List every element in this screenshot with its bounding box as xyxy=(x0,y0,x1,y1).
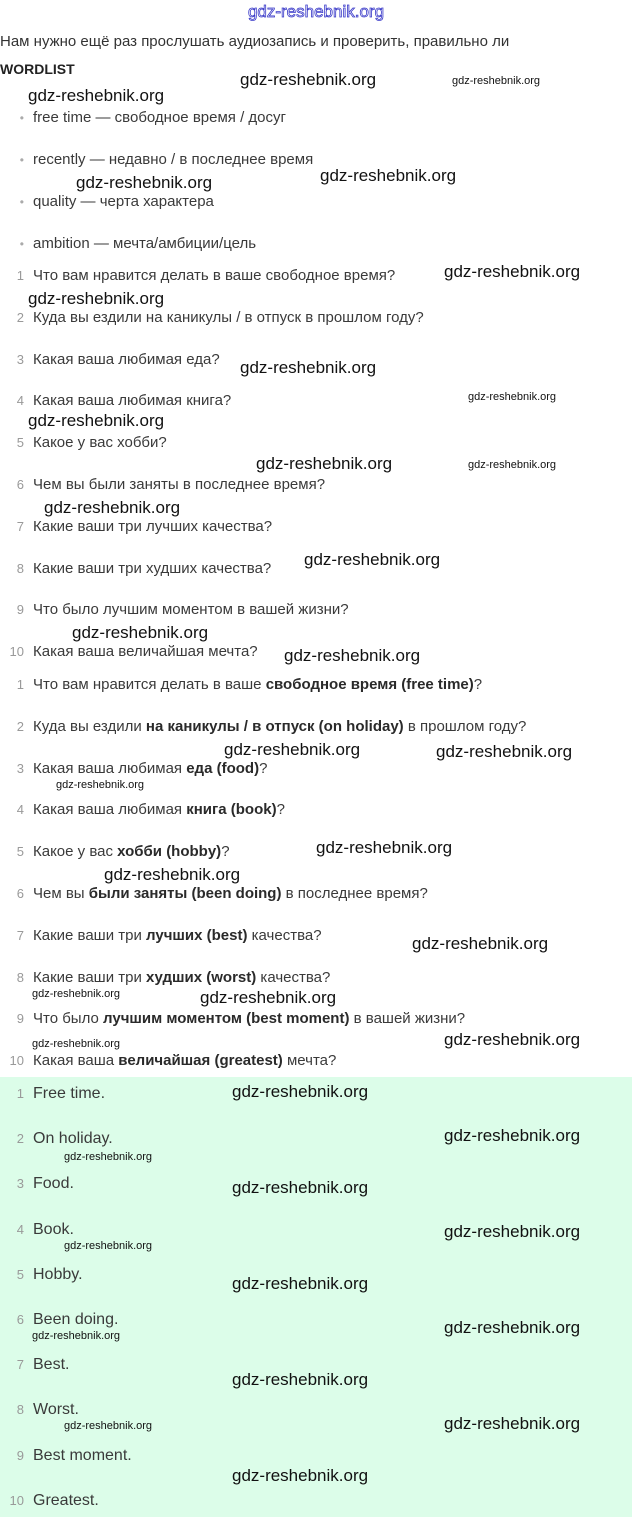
item-number: 6 xyxy=(16,886,24,901)
item-number: 3 xyxy=(16,352,24,367)
highlighted-phrase: лучших (best) xyxy=(146,927,248,944)
item-number: 2 xyxy=(16,1131,24,1146)
item-number: 2 xyxy=(16,310,24,325)
item-number: 2 xyxy=(16,719,24,734)
question-item xyxy=(0,476,325,494)
wordlist-text: free time — свободное время / досуг xyxy=(33,109,286,126)
question-text: ? xyxy=(259,760,268,777)
question-text: качества? xyxy=(247,927,322,944)
question-text: в вашей жизни? xyxy=(349,1010,466,1027)
question-highlighted-item xyxy=(0,1052,336,1070)
question-highlighted-item xyxy=(0,969,330,987)
watermark: gdz-reshebnik.org xyxy=(256,454,393,473)
wordlist-item xyxy=(0,193,214,211)
watermark: gdz-reshebnik.org xyxy=(284,646,421,665)
highlighted-phrase: книга (book) xyxy=(186,801,277,818)
watermark: gdz-reshebnik.org xyxy=(64,1420,153,1432)
watermark: gdz-reshebnik.org xyxy=(444,1126,581,1145)
item-number: 10 xyxy=(9,1053,24,1068)
highlighted-phrase: свободное время (free time) xyxy=(265,676,474,693)
watermark: gdz-reshebnik.org xyxy=(240,358,377,377)
question-item xyxy=(0,560,271,578)
question-text: в прошлом году? xyxy=(403,718,527,735)
bullet-icon: • xyxy=(19,111,24,125)
item-number: 8 xyxy=(16,1402,24,1417)
watermark: gdz-reshebnik.org xyxy=(76,173,213,192)
question-text: Куда вы ездили xyxy=(33,718,146,735)
answer-text: Greatest. xyxy=(33,1492,99,1509)
question-text: Что вам нравится делать в ваше xyxy=(33,676,266,693)
watermark: gdz-reshebnik.org xyxy=(32,1038,121,1050)
question-highlighted-item xyxy=(0,885,428,903)
item-number: 8 xyxy=(16,561,24,576)
question-text: Какая ваша любимая xyxy=(33,801,187,818)
item-number: 6 xyxy=(16,1312,24,1327)
highlighted-phrase: лучшим моментом (best moment) xyxy=(103,1010,350,1027)
intro-text: Нам нужно ещё раз прослушать аудиозапись и проверить, правильно ли xyxy=(0,33,510,50)
item-number: 7 xyxy=(16,928,24,943)
highlighted-phrase: худших (worst) xyxy=(146,969,257,986)
watermark: gdz-reshebnik.org xyxy=(444,1030,581,1049)
question-item xyxy=(0,434,167,452)
item-number: 5 xyxy=(16,435,24,450)
question-item xyxy=(0,392,231,410)
highlighted-phrase: были заняты (been doing) xyxy=(88,885,282,902)
answer-text: Book. xyxy=(33,1221,74,1238)
bullet-icon: • xyxy=(19,153,24,167)
watermark: gdz-reshebnik.org xyxy=(452,75,541,87)
watermark: gdz-reshebnik.org xyxy=(320,166,457,185)
question-text: в последнее время? xyxy=(281,885,428,902)
watermark: gdz-reshebnik.org xyxy=(28,411,165,430)
watermark: gdz-reshebnik.org xyxy=(232,1082,369,1101)
watermark: gdz-reshebnik.org xyxy=(232,1274,369,1293)
highlighted-phrase: хобби (hobby) xyxy=(117,843,222,860)
question-item xyxy=(0,601,349,619)
highlighted-phrase: величайшая (greatest) xyxy=(118,1052,283,1069)
question-item xyxy=(0,267,395,285)
wordlist-text: quality — черта характера xyxy=(33,193,214,210)
answer-text: Been doing. xyxy=(33,1311,119,1328)
answer-text: Food. xyxy=(33,1175,74,1192)
question-text: мечта? xyxy=(282,1052,337,1069)
answer-text: Best. xyxy=(33,1356,70,1373)
answer-text: Best moment. xyxy=(33,1447,132,1464)
wordlist-title: WORDLIST xyxy=(0,61,75,77)
watermark: gdz-reshebnik.org xyxy=(44,498,181,517)
item-number: 1 xyxy=(16,1086,24,1101)
question-text: Чем вы были заняты в последнее время? xyxy=(33,476,326,493)
question-text: Какие ваши три лучших качества? xyxy=(33,518,273,535)
question-item xyxy=(0,643,258,661)
item-number: 9 xyxy=(16,1011,24,1026)
wordlist-text: ambition — мечта/амбиции/цель xyxy=(33,235,257,252)
item-number: 9 xyxy=(16,602,24,617)
question-text: Какая ваша любимая книга? xyxy=(33,392,232,409)
question-text: Куда вы ездили на каникулы / в отпуск в прошлом году? xyxy=(33,309,424,326)
watermark: gdz-reshebnik.org xyxy=(64,1240,153,1252)
watermark: gdz-reshebnik.org xyxy=(232,1178,369,1197)
answer-text: Worst. xyxy=(33,1401,79,1418)
watermark: gdz-reshebnik.org xyxy=(436,742,573,761)
answer-item xyxy=(0,1446,132,1465)
watermark: gdz-reshebnik.org xyxy=(72,623,209,642)
highlighted-phrase: на каникулы / в отпуск (on holiday) xyxy=(145,718,404,735)
watermark: gdz-reshebnik.org xyxy=(232,1370,369,1389)
question-highlighted-item xyxy=(0,1010,465,1028)
question-highlighted-item xyxy=(0,843,230,861)
watermark: gdz-reshebnik.org xyxy=(240,70,377,89)
item-number: 8 xyxy=(16,970,24,985)
item-number: 10 xyxy=(9,644,24,659)
question-item xyxy=(0,351,220,369)
watermark: gdz-reshebnik.org xyxy=(412,934,549,953)
watermark: gdz-reshebnik.org xyxy=(32,1330,121,1342)
watermark: gdz-reshebnik.org xyxy=(64,1151,153,1163)
question-text: Какие ваши три xyxy=(33,969,147,986)
answer-item xyxy=(0,1355,69,1374)
watermark: gdz-reshebnik.org xyxy=(56,779,145,791)
question-highlighted-item xyxy=(0,718,526,736)
watermark: gdz-reshebnik.org xyxy=(32,988,121,1000)
answer-text: Hobby. xyxy=(33,1266,83,1283)
watermark: gdz-reshebnik.org xyxy=(104,865,241,884)
question-text: качества? xyxy=(256,969,331,986)
question-text: Что было xyxy=(33,1010,104,1027)
question-highlighted-item xyxy=(0,927,322,945)
question-text: Какие ваши три xyxy=(33,927,147,944)
watermark: gdz-reshebnik.org xyxy=(224,740,361,759)
question-text: ? xyxy=(276,801,285,818)
watermark: gdz-reshebnik.org xyxy=(316,838,453,857)
watermark: gdz-reshebnik.org xyxy=(232,1466,369,1485)
question-highlighted-item xyxy=(0,801,285,819)
question-text: ? xyxy=(473,676,483,693)
answer-text: On holiday. xyxy=(33,1130,113,1147)
bullet-icon: • xyxy=(19,195,24,209)
answer-text: Free time. xyxy=(33,1085,106,1102)
question-text: ? xyxy=(221,843,230,860)
watermark: gdz-reshebnik.org xyxy=(468,459,557,471)
wordlist-text: recently — недавно / в последнее время xyxy=(33,151,314,168)
item-number: 4 xyxy=(16,1222,24,1237)
bullet-icon: • xyxy=(19,237,24,251)
question-item xyxy=(0,309,424,327)
question-highlighted-item xyxy=(0,760,267,778)
watermark: gdz-reshebnik.org xyxy=(444,262,581,281)
item-number: 5 xyxy=(16,844,24,859)
question-text: Что было лучшим моментом в вашей жизни? xyxy=(33,601,349,618)
item-number: 3 xyxy=(16,761,24,776)
answer-item xyxy=(0,1491,99,1510)
watermark: gdz-reshebnik.org xyxy=(200,988,337,1007)
answer-item xyxy=(0,1129,113,1148)
item-number: 7 xyxy=(16,1357,24,1372)
question-text: Какая ваша любимая еда? xyxy=(33,351,220,368)
answer-item xyxy=(0,1310,118,1329)
item-number: 4 xyxy=(16,802,24,817)
question-text: Какая ваша любимая xyxy=(33,760,187,777)
item-number: 1 xyxy=(16,677,24,692)
wordlist-item xyxy=(0,109,286,127)
question-text: Чем вы xyxy=(33,885,89,902)
watermark: gdz-reshebnik.org xyxy=(468,391,557,403)
question-text: Какие ваши три худших качества? xyxy=(33,560,272,577)
answer-item xyxy=(0,1400,79,1419)
watermark: gdz-reshebnik.org xyxy=(444,1222,581,1241)
item-number: 1 xyxy=(16,268,24,283)
top-watermark: gdz-reshebnik.org xyxy=(247,2,385,21)
watermark: gdz-reshebnik.org xyxy=(28,86,165,105)
item-number: 3 xyxy=(16,1176,24,1191)
question-text: Какая ваша величайшая мечта? xyxy=(33,643,258,660)
wordlist-item xyxy=(0,151,313,169)
wordlist-item xyxy=(0,235,256,253)
highlighted-phrase: еда (food) xyxy=(186,760,260,777)
watermark: gdz-reshebnik.org xyxy=(304,550,441,569)
answer-item xyxy=(0,1084,105,1103)
question-text: Какое у вас хобби? xyxy=(33,434,167,451)
question-highlighted-item xyxy=(0,676,482,694)
watermark: gdz-reshebnik.org xyxy=(444,1318,581,1337)
question-item xyxy=(0,518,272,536)
question-text: Какая ваша xyxy=(33,1052,119,1069)
answer-item xyxy=(0,1174,74,1193)
item-number: 5 xyxy=(16,1267,24,1282)
item-number: 4 xyxy=(16,393,24,408)
item-number: 7 xyxy=(16,519,24,534)
watermark: gdz-reshebnik.org xyxy=(444,1414,581,1433)
question-text: Какое у вас xyxy=(33,843,118,860)
answer-item xyxy=(0,1220,74,1239)
answer-item xyxy=(0,1265,83,1284)
watermark: gdz-reshebnik.org xyxy=(28,289,165,308)
item-number: 9 xyxy=(16,1448,24,1463)
item-number: 10 xyxy=(9,1493,24,1508)
question-text: Что вам нравится делать в ваше свободное время? xyxy=(33,267,396,284)
item-number: 6 xyxy=(16,477,24,492)
